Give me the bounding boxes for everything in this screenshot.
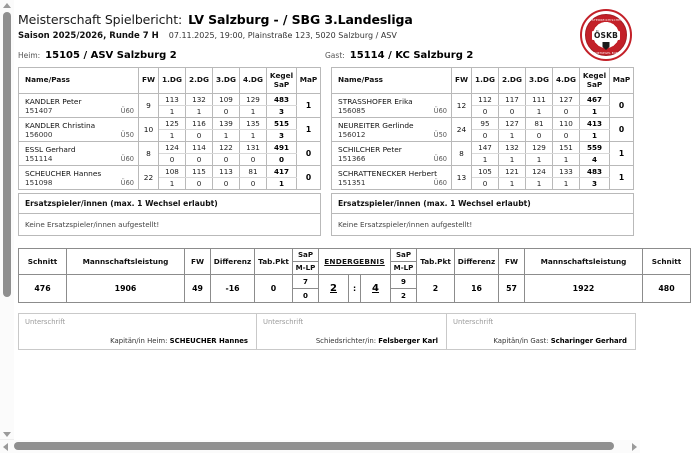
home-differenz: -16 <box>211 275 255 303</box>
player-kegel-dg3: 124 <box>526 166 553 178</box>
col-kegel-sap: Kegel SaP <box>267 68 297 94</box>
player-kegel-dg2: 127 <box>499 118 526 130</box>
home-substitutes-heading: Ersatzspieler/innen (max. 1 Wechsel erlaubt) <box>18 193 321 213</box>
player-sap-dg3: 1 <box>526 178 553 190</box>
table-row <box>332 94 634 106</box>
player-kegel-dg4: 131 <box>240 142 267 154</box>
player-sap-dg3: 1 <box>526 106 553 118</box>
home-schnitt: 476 <box>19 275 67 303</box>
title-prefix: Meisterschaft Spielbericht: <box>18 12 183 27</box>
score-separator: : <box>349 275 361 303</box>
player-sap-dg2: 1 <box>186 106 213 118</box>
summary-section <box>14 248 682 303</box>
table-row <box>19 142 321 154</box>
col-name-pass: Name/Pass <box>332 68 452 94</box>
player-kegel-dg1: 95 <box>472 118 499 130</box>
player-kegel-dg2: 115 <box>186 166 213 178</box>
signature-referee[interactable] <box>257 313 447 350</box>
player-sap-dg1: 1 <box>159 178 186 190</box>
guest-fw: 57 <box>499 275 525 303</box>
col-dg1: 1.DG <box>472 68 499 94</box>
signature-guest-who: Kapitän/in Gast: Scharinger Gerhard <box>493 337 627 345</box>
player-fw: 8 <box>452 142 472 166</box>
col-dg3: 3.DG <box>213 68 240 94</box>
player-pass: 151098 <box>25 177 53 187</box>
logo-arc-top: ÖSTERREICHISCHER <box>589 17 623 22</box>
player-class: Ü60 <box>120 154 134 163</box>
player-sap-dg4: 1 <box>553 178 580 190</box>
th-guest-differenz: Differenz <box>455 249 499 275</box>
player-map: 0 <box>297 166 321 190</box>
player-fw: 24 <box>452 118 472 142</box>
player-sap-dg4: 1 <box>240 130 267 142</box>
player-sap-dg2: 0 <box>499 106 526 118</box>
player-sap-dg3: 0 <box>213 154 240 166</box>
player-kegel-total: 491 <box>267 142 297 154</box>
player-kegel-total: 559 <box>580 142 610 154</box>
signature-label: Unterschrift <box>25 318 66 326</box>
col-dg3: 3.DG <box>526 68 553 94</box>
table-header-row <box>19 68 321 94</box>
signature-home-who: Kapitän/in Heim: SCHEUCHER Hannes <box>110 337 248 345</box>
logo-shield-icon <box>603 42 610 50</box>
player-kegel-dg4: 135 <box>240 118 267 130</box>
summary-table <box>18 248 691 303</box>
player-kegel-dg2: 117 <box>499 94 526 106</box>
player-name-cell <box>19 118 139 142</box>
player-kegel-dg1: 125 <box>159 118 186 130</box>
player-fw: 9 <box>139 94 159 118</box>
guest-side <box>331 67 634 236</box>
subtitle <box>18 31 640 41</box>
player-kegel-dg1: 105 <box>472 166 499 178</box>
player-sap-dg1: 0 <box>472 178 499 190</box>
player-pass: 151407 <box>25 105 53 115</box>
player-kegel-dg2: 132 <box>499 142 526 154</box>
player-name: KANDLER Peter <box>25 96 82 106</box>
player-fw: 13 <box>452 166 472 190</box>
player-class: Ü60 <box>120 178 134 187</box>
player-sap-total: 4 <box>580 154 610 166</box>
player-sap-dg4: 0 <box>240 178 267 190</box>
player-kegel-dg4: 133 <box>553 166 580 178</box>
player-kegel-dg3: 122 <box>213 142 240 154</box>
player-kegel-dg3: 111 <box>526 94 553 106</box>
player-name-cell <box>332 166 452 190</box>
logo-text: ÖSKB <box>593 30 619 40</box>
th-home-schnitt: Schnitt <box>19 249 67 275</box>
player-sap-dg1: 1 <box>472 154 499 166</box>
player-name: ESSL Gerhard <box>25 144 76 154</box>
player-kegel-dg4: 81 <box>240 166 267 178</box>
home-player-table <box>18 67 321 190</box>
player-kegel-dg4: 151 <box>553 142 580 154</box>
home-team-block <box>18 50 325 61</box>
player-sap-dg3: 0 <box>213 106 240 118</box>
player-sap-dg2: 1 <box>499 130 526 142</box>
player-class: Ü60 <box>433 178 447 187</box>
player-sap-total: 1 <box>580 106 610 118</box>
guest-mannschaftsleistung: 1922 <box>525 275 643 303</box>
th-home-sap <box>293 249 319 275</box>
player-kegel-dg3: 113 <box>213 166 240 178</box>
th-guest-sap-top: SaP <box>391 249 416 262</box>
player-kegel-dg1: 113 <box>159 94 186 106</box>
table-row <box>19 166 321 178</box>
scroll-up-arrow-icon[interactable] <box>3 3 11 8</box>
player-sap-total: 3 <box>580 178 610 190</box>
th-guest-sap <box>391 249 417 275</box>
guest-team-block <box>325 50 473 61</box>
col-dg1: 1.DG <box>159 68 186 94</box>
scroll-left-arrow-icon[interactable] <box>3 443 8 451</box>
table-row <box>19 118 321 130</box>
table-row <box>332 166 634 178</box>
player-map: 1 <box>610 166 634 190</box>
player-tables <box>14 67 640 236</box>
col-name-pass: Name/Pass <box>19 68 139 94</box>
player-class: Ü60 <box>120 106 134 115</box>
table-row <box>19 94 321 106</box>
player-name-cell <box>332 118 452 142</box>
col-kegel-sap: Kegel SaP <box>580 68 610 94</box>
th-home-fw: FW <box>185 249 211 275</box>
th-home-sap-top: SaP <box>293 249 318 262</box>
vertical-scrollbar-thumb[interactable] <box>3 12 11 297</box>
vertical-scrollbar[interactable] <box>0 0 15 440</box>
guest-tabpkt: 2 <box>417 275 455 303</box>
player-sap-dg1: 0 <box>472 130 499 142</box>
player-pass: 156085 <box>338 105 366 115</box>
player-map: 1 <box>297 94 321 118</box>
guest-sap: 9 <box>391 275 416 289</box>
signature-guest[interactable] <box>447 313 636 350</box>
table-row <box>332 142 634 154</box>
player-pass: 151351 <box>338 177 366 187</box>
th-home-sap-bottom: M-LP <box>295 263 316 272</box>
guest-team-name: 15114 / KC Salzburg 2 <box>349 50 474 61</box>
scroll-right-arrow-icon[interactable] <box>632 443 637 451</box>
player-kegel-dg3: 139 <box>213 118 240 130</box>
guest-substitutes-body: Keine Ersatzspieler/innen aufgestellt! <box>331 213 634 236</box>
player-sap-dg1: 1 <box>159 130 186 142</box>
match-info: 07.11.2025, 19:00, Plainstraße 123, 5020 Salzburg / ASV <box>168 31 397 40</box>
guest-schnitt: 480 <box>643 275 691 303</box>
player-name-cell <box>19 94 139 118</box>
home-sap: 7 <box>293 275 318 289</box>
player-sap-dg4: 0 <box>553 130 580 142</box>
player-sap-dg2: 0 <box>186 154 213 166</box>
player-kegel-dg2: 116 <box>186 118 213 130</box>
player-kegel-dg2: 121 <box>499 166 526 178</box>
player-sap-dg4: 1 <box>553 154 580 166</box>
guest-score: 4 <box>361 275 391 303</box>
player-sap-dg4: 0 <box>553 106 580 118</box>
player-map: 0 <box>610 118 634 142</box>
player-fw: 22 <box>139 166 159 190</box>
player-name-cell <box>19 166 139 190</box>
player-map: 1 <box>610 142 634 166</box>
signature-label: Unterschrift <box>453 318 494 326</box>
player-kegel-total: 467 <box>580 94 610 106</box>
player-sap-total: 0 <box>267 154 297 166</box>
player-kegel-total: 515 <box>267 118 297 130</box>
home-side <box>18 67 321 236</box>
player-sap-dg4: 0 <box>240 154 267 166</box>
player-kegel-total: 483 <box>580 166 610 178</box>
player-name: NEUREITER Gerlinde <box>338 120 414 130</box>
th-guest-tabpkt: Tab.Pkt <box>417 249 455 275</box>
player-sap-dg2: 0 <box>186 178 213 190</box>
player-kegel-dg3: 109 <box>213 94 240 106</box>
player-kegel-dg3: 81 <box>526 118 553 130</box>
home-fw: 49 <box>185 275 211 303</box>
col-map: MaP <box>297 68 321 94</box>
table-header-row <box>332 68 634 94</box>
player-sap-total: 1 <box>580 130 610 142</box>
home-tabpkt: 0 <box>255 275 293 303</box>
signature-home[interactable] <box>18 313 257 350</box>
th-home-tabpkt: Tab.Pkt <box>255 249 293 275</box>
player-map: 0 <box>297 142 321 166</box>
home-substitutes-body: Keine Ersatzspieler/innen aufgestellt! <box>18 213 321 236</box>
th-guest-mannschaftsleistung: Mannschaftsleistung <box>525 249 643 275</box>
col-fw: FW <box>139 68 159 94</box>
player-sap-dg2: 1 <box>499 178 526 190</box>
player-sap-total: 1 <box>267 178 297 190</box>
player-kegel-dg3: 129 <box>526 142 553 154</box>
col-dg2: 2.DG <box>186 68 213 94</box>
home-score: 2 <box>319 275 349 303</box>
guest-player-table <box>331 67 634 190</box>
player-pass: 156012 <box>338 129 366 139</box>
th-home-differenz: Differenz <box>211 249 255 275</box>
player-name-cell <box>332 94 452 118</box>
player-pass: 151366 <box>338 153 366 163</box>
player-sap-dg3: 1 <box>526 154 553 166</box>
player-sap-dg2: 1 <box>499 154 526 166</box>
player-kegel-dg4: 110 <box>553 118 580 130</box>
th-guest-schnitt: Schnitt <box>643 249 691 275</box>
player-class: Ü60 <box>433 106 447 115</box>
home-mlp: 0 <box>303 291 308 300</box>
player-name: SCHRATTENECKER Herbert <box>338 168 437 178</box>
player-kegel-dg1: 147 <box>472 142 499 154</box>
player-sap-dg3: 1 <box>213 130 240 142</box>
player-pass: 151114 <box>25 153 53 163</box>
player-class: Ü50 <box>433 130 447 139</box>
guest-sap-stack <box>391 275 417 303</box>
signature-referee-who: Schiedsrichter/in: Felsberger Karl <box>315 337 438 345</box>
horizontal-scrollbar-thumb[interactable] <box>14 442 614 450</box>
page-title <box>18 12 640 27</box>
player-class: Ü60 <box>433 154 447 163</box>
player-sap-dg3: 0 <box>526 130 553 142</box>
player-fw: 8 <box>139 142 159 166</box>
player-name-cell <box>332 142 452 166</box>
player-kegel-dg1: 124 <box>159 142 186 154</box>
title-league: LV Salzburg - / SBG 3.Landesliga <box>188 12 413 27</box>
player-kegel-dg4: 127 <box>553 94 580 106</box>
th-endergebnis: ENDERGEBNIS <box>319 249 391 275</box>
player-kegel-dg1: 108 <box>159 166 186 178</box>
player-name: SCHEUCHER Hannes <box>25 168 102 178</box>
th-home-mannschaftsleistung: Mannschaftsleistung <box>67 249 185 275</box>
summary-header-row <box>19 249 691 275</box>
home-label: Heim: <box>18 51 41 60</box>
guest-label: Gast: <box>325 51 345 60</box>
player-class: Ü50 <box>120 130 134 139</box>
th-guest-fw: FW <box>499 249 525 275</box>
player-pass: 156000 <box>25 129 53 139</box>
player-kegel-dg2: 132 <box>186 94 213 106</box>
report-page <box>14 0 682 440</box>
player-sap-dg3: 0 <box>213 178 240 190</box>
player-name-cell <box>19 142 139 166</box>
summary-value-row <box>19 275 691 303</box>
horizontal-scrollbar[interactable] <box>0 439 640 453</box>
player-fw: 10 <box>139 118 159 142</box>
player-fw: 12 <box>452 94 472 118</box>
player-sap-total: 3 <box>267 106 297 118</box>
logo-arc-bottom: SPORTKEGEL BUND <box>591 51 621 55</box>
player-kegel-total: 417 <box>267 166 297 178</box>
player-name: STRASSHOFER Erika <box>338 96 413 106</box>
scroll-down-arrow-icon[interactable] <box>3 432 11 437</box>
player-name: SCHILCHER Peter <box>338 144 402 154</box>
player-sap-dg2: 0 <box>186 130 213 142</box>
player-sap-dg1: 1 <box>159 106 186 118</box>
table-row <box>332 118 634 130</box>
player-name: KANDLER Christina <box>25 120 96 130</box>
col-dg4: 4.DG <box>240 68 267 94</box>
teams-row <box>18 50 640 61</box>
player-kegel-total: 413 <box>580 118 610 130</box>
col-dg4: 4.DG <box>553 68 580 94</box>
season-round: Saison 2025/2026, Runde 7 H <box>18 31 159 41</box>
oskb-logo-icon <box>580 9 632 61</box>
player-sap-dg1: 0 <box>472 106 499 118</box>
player-kegel-total: 483 <box>267 94 297 106</box>
player-kegel-dg4: 129 <box>240 94 267 106</box>
signatures-row <box>14 313 640 350</box>
player-sap-dg4: 1 <box>240 106 267 118</box>
signature-label: Unterschrift <box>263 318 304 326</box>
th-guest-sap-bottom: M-LP <box>393 263 414 272</box>
guest-substitutes-heading: Ersatzspieler/innen (max. 1 Wechsel erlaubt) <box>331 193 634 213</box>
col-dg2: 2.DG <box>499 68 526 94</box>
player-map: 1 <box>297 118 321 142</box>
home-mannschaftsleistung: 1906 <box>67 275 185 303</box>
player-kegel-dg2: 114 <box>186 142 213 154</box>
player-kegel-dg1: 112 <box>472 94 499 106</box>
report-header <box>14 0 640 61</box>
home-team-name: 15105 / ASV Salzburg 2 <box>45 50 177 61</box>
guest-mlp: 2 <box>401 291 406 300</box>
col-fw: FW <box>452 68 472 94</box>
col-map: MaP <box>610 68 634 94</box>
guest-differenz: 16 <box>455 275 499 303</box>
player-map: 0 <box>610 94 634 118</box>
player-sap-dg1: 0 <box>159 154 186 166</box>
player-sap-total: 3 <box>267 130 297 142</box>
home-sap-stack <box>293 275 319 303</box>
